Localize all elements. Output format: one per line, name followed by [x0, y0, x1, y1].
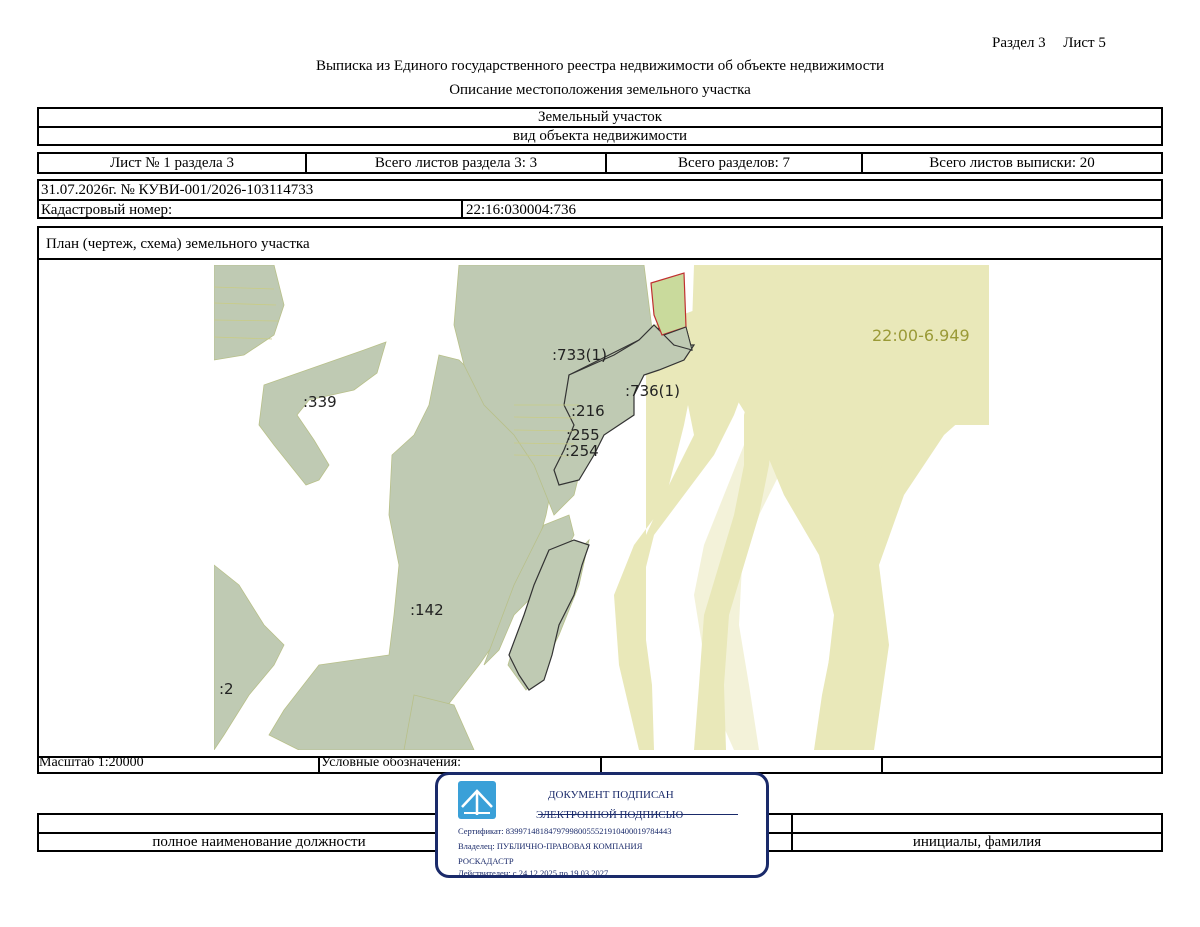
- object-type-caption: вид объекта недвижимости: [512, 127, 688, 144]
- document-title: Выписка из Единого государственного реестра недвижимости об объекте недвижимости: [315, 58, 885, 74]
- total-sections: Всего разделов: 7: [677, 154, 791, 171]
- stamp-owner: Владелец: ПУБЛИЧНО-ПРАВОВАЯ КОМПАНИЯ: [458, 841, 643, 851]
- scale-label: Масштаб 1:20000: [39, 755, 144, 770]
- section-sheet-label: [992, 35, 1106, 52]
- label-736: :736(1): [625, 382, 680, 400]
- parcel-2: [214, 565, 284, 750]
- sheets-row: [37, 152, 1163, 174]
- record-date-number: 31.07.2026г. № КУВИ-001/2026-103114733: [41, 182, 314, 198]
- label-255: :255: [566, 426, 600, 444]
- parcels: [214, 265, 654, 750]
- object-name: Земельный участок: [537, 108, 663, 125]
- map-canvas: [214, 265, 989, 750]
- sheet-number: Лист № 1 раздела 3: [110, 154, 234, 171]
- parcel-339: [259, 342, 386, 485]
- label-254: :254: [565, 442, 599, 460]
- label-2: :2: [219, 680, 234, 698]
- stamp-line1: ДОКУМЕНТ ПОДПИСАН: [548, 789, 674, 801]
- parcel-left-strip: [214, 265, 284, 360]
- object-type-box: [37, 107, 1163, 146]
- cadastral-map[interactable]: [214, 265, 989, 750]
- label-339: :339: [303, 393, 337, 411]
- e-signature-stamp: [435, 772, 769, 878]
- label-142: :142: [410, 601, 444, 619]
- stamp-owner2: РОСКАДАСТР: [458, 856, 514, 866]
- position-caption: полное наименование должности: [152, 833, 366, 850]
- rosreestr-emblem-icon: [458, 781, 496, 819]
- plan-title: План (чертеж, схема) земельного участка: [46, 236, 310, 252]
- stamp-valid: Действителен: с 24.12.2025 по 19.03.2027: [458, 868, 609, 878]
- section-label: Раздел 3: [992, 35, 1046, 51]
- stamp-line2: ЭЛЕКТРОННОЙ ПОДПИСЬЮ: [536, 809, 684, 821]
- initials-caption: инициалы, фамилия: [912, 833, 1042, 850]
- label-216: :216: [571, 402, 605, 420]
- stamp-certificate: Сертификат: 839971481847979980055521910400019784443: [458, 826, 672, 836]
- cadastral-number-label: Кадастровый номер:: [41, 202, 173, 218]
- record-box: [37, 179, 1163, 219]
- parcel-bottom-tri: [404, 695, 474, 750]
- sheet-label: Лист 5: [1063, 35, 1106, 51]
- legend-label: Условные обозначения:: [321, 755, 462, 770]
- label-733: :733(1): [552, 346, 607, 364]
- total-extract-sheets: Всего листов выписки: 20: [929, 154, 1095, 171]
- cadastral-number-value: 22:16:030004:736: [466, 202, 577, 218]
- label-quarter: 22:00-6.949: [872, 326, 970, 345]
- document-subtitle: Описание местоположения земельного участка: [449, 82, 751, 98]
- total-section-sheets: Всего листов раздела 3: 3: [374, 154, 538, 171]
